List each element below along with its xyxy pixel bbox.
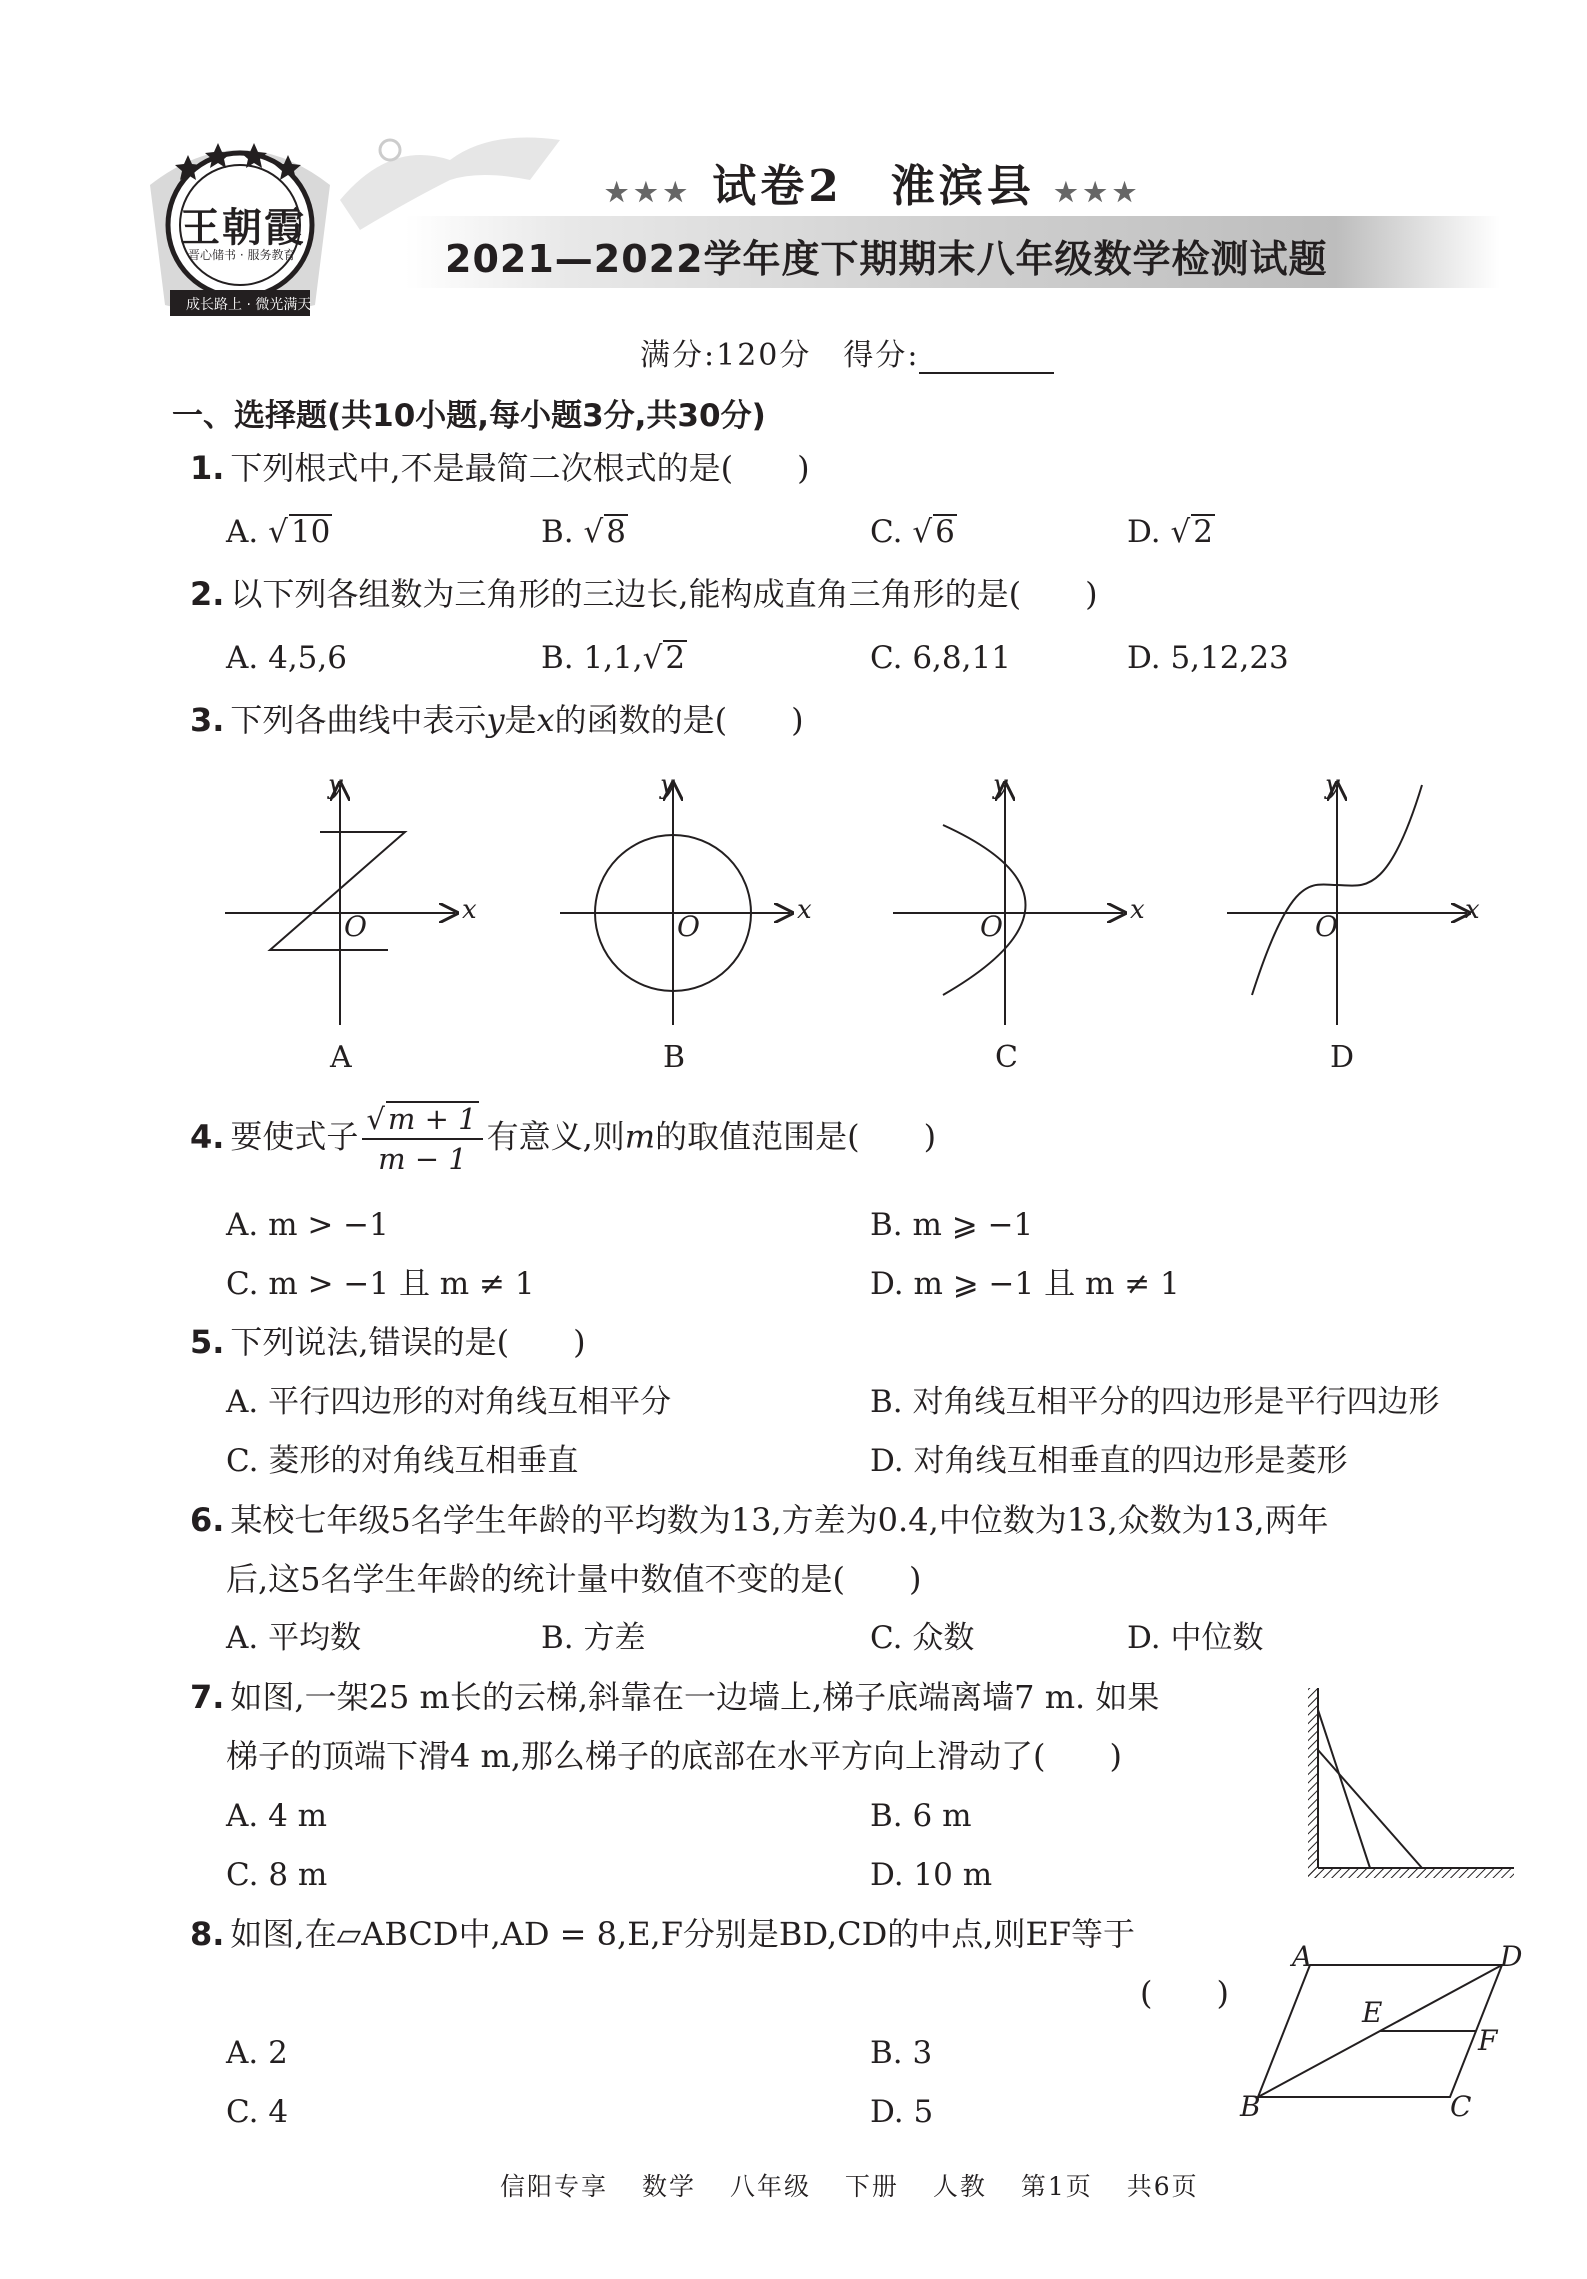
question-6 [190, 1500, 1329, 1540]
question-text: 的函数的是( ) [554, 701, 804, 739]
option-a[interactable]: A. m > −1 [226, 1207, 389, 1243]
question-7 [190, 1677, 1159, 1717]
origin-label: O [677, 910, 700, 943]
question-6-line2: 后,这5名学生年龄的统计量中数值不变的是( ) [226, 1560, 922, 1598]
score-line [640, 330, 1054, 374]
option-b[interactable]: B. m ⩾ −1 [870, 1207, 1034, 1243]
graph-caption: C [995, 1040, 1018, 1075]
option-d[interactable]: D. 对角线互相垂直的四边形是菱形 [870, 1443, 1348, 1479]
axis-label-x: x [462, 895, 477, 925]
exam-title-line [605, 150, 1142, 214]
vertex-label-d: D [1500, 1940, 1523, 1973]
fraction [362, 1100, 482, 1178]
axis-label-x: x [1130, 895, 1145, 925]
option-c[interactable]: C. 8 m [226, 1857, 328, 1893]
question-text: 下列各曲线中表示 [230, 701, 487, 739]
option-label: C. [870, 514, 903, 550]
exam-subtitle: 2021—2022学年度下期期末八年级数学检测试题 [445, 237, 1328, 281]
question-5 [190, 1322, 586, 1362]
radicand: 10 [290, 514, 331, 550]
stars-left: ★★★ [605, 178, 693, 208]
option-d[interactable]: D. √2 [1127, 514, 1213, 550]
option-c[interactable]: C. m > −1 且 m ≠ 1 [226, 1266, 535, 1302]
question-3 [190, 700, 804, 740]
origin-label: O [344, 910, 367, 943]
variable-x: x [536, 701, 555, 739]
axis-label-y: y [1325, 770, 1340, 800]
option-a[interactable]: A. 4 m [226, 1798, 328, 1834]
footer-item: 八年级 [729, 2172, 811, 2201]
option-a[interactable]: A. 平均数 [226, 1620, 362, 1656]
ladder-slid [1318, 1750, 1422, 1868]
question-number: 6. [190, 1501, 225, 1539]
option-d[interactable]: D. m ⩾ −1 且 m ≠ 1 [870, 1266, 1180, 1302]
question-7-line2: 梯子的顶端下滑4 m,那么梯子的底部在水平方向上滑动了( ) [226, 1737, 1123, 1775]
logo-subtext: 晋心储书 · 服务教育 [188, 248, 296, 262]
question-number: 8. [190, 1915, 225, 1953]
origin-label: O [980, 910, 1003, 943]
question-text: 某校七年级5名学生年龄的平均数为13,方差为0.4,中位数为13,众数为13,两年 [230, 1501, 1329, 1539]
option-c[interactable]: C. 6,8,11 [870, 640, 1011, 676]
ladder-figure [1300, 1680, 1520, 1895]
option-label: A. [226, 514, 259, 550]
option-c[interactable]: C. √6 [870, 514, 955, 550]
variable-y: y [486, 701, 505, 739]
axis-label-y: y [993, 770, 1008, 800]
option-a[interactable]: A. 2 [226, 2035, 288, 2071]
option-b[interactable]: B. 方差 [541, 1620, 646, 1656]
question-number: 2. [190, 575, 225, 613]
option-d[interactable]: D. 5,12,23 [1127, 640, 1289, 676]
option-label: D. [1127, 514, 1161, 550]
option-b[interactable]: B. 对角线互相平分的四边形是平行四边形 [870, 1384, 1440, 1420]
option-label: B. 1,1, [541, 640, 643, 676]
footer-item: 共6页 [1126, 2172, 1199, 2201]
question-text: 如图,在▱ABCD中,AD = 8,E,F分别是BD,CD的中点,则EF等于 [230, 1915, 1136, 1953]
radicand: 8 [606, 514, 626, 550]
fraction-numerator: √ m + 1 [362, 1100, 482, 1140]
option-a[interactable]: A. 4,5,6 [226, 640, 347, 676]
answer-blank[interactable]: ( ) [1140, 1974, 1229, 2012]
stars-right: ★★★ [1054, 178, 1143, 208]
origin-label: O [1315, 910, 1338, 943]
point-label-f: F [1478, 2024, 1498, 2057]
option-d[interactable]: D. 中位数 [1127, 1620, 1264, 1656]
option-d[interactable]: D. 5 [870, 2094, 934, 2130]
question-4 [190, 1100, 936, 1178]
radicand: m + 1 [387, 1102, 477, 1136]
question-text: 有意义,则 [486, 1117, 625, 1156]
footer-item: 下册 [844, 2172, 899, 2201]
axis-label-y: y [328, 770, 343, 800]
question-number: 7. [190, 1678, 225, 1716]
option-b[interactable]: B. 3 [870, 2035, 933, 2071]
option-c[interactable]: C. 众数 [870, 1620, 975, 1656]
option-label: B. [541, 514, 574, 550]
question-text: 要使式子 [230, 1117, 359, 1156]
variable-m: m [624, 1117, 656, 1156]
option-c[interactable]: C. 菱形的对角线互相垂直 [226, 1443, 579, 1479]
graph-caption: B [663, 1040, 686, 1075]
question-text: 是 [504, 701, 537, 739]
footer-item: 人教 [932, 2172, 987, 2201]
curve [270, 832, 405, 950]
question-1 [190, 448, 810, 488]
radicand: 2 [1193, 514, 1213, 550]
point-label-e: E [1362, 1996, 1383, 2029]
section-title: 一、选择题(共10小题,每小题3分,共30分) [172, 398, 766, 434]
vertex-label-a: A [1292, 1940, 1313, 1973]
question-number: 4. [190, 1117, 225, 1156]
question-2 [190, 574, 1098, 614]
score-label: 满分:120分 得分: [640, 338, 920, 373]
score-blank[interactable] [919, 342, 1054, 374]
axis-label-x: x [1465, 895, 1480, 925]
exam-title: 试卷2 淮滨县 [712, 161, 1035, 212]
axis-label-y: y [660, 770, 675, 800]
option-a[interactable]: A. √10 [226, 514, 331, 550]
fraction-denominator: m − 1 [378, 1142, 467, 1176]
graph-caption: D [1330, 1040, 1355, 1075]
question-8 [190, 1914, 1135, 1954]
footer-item: 第1页 [1020, 2172, 1093, 2201]
option-b[interactable]: B. √8 [541, 514, 626, 550]
ladder-original [1318, 1710, 1370, 1868]
axis-label-x: x [797, 895, 812, 925]
question-text: 下列根式中,不是最简二次根式的是( ) [230, 449, 810, 487]
question-number: 3. [190, 701, 225, 739]
logo-banner-text: 成长路上 · 微光满天 [186, 297, 312, 313]
question-text: 如图,一架25 m长的云梯,斜靠在一边墙上,梯子底端离墙7 m. 如果 [230, 1678, 1160, 1716]
question-text: 以下列各组数为三角形的三边长,能构成直角三角形的是( ) [230, 575, 1098, 613]
question-number: 1. [190, 449, 225, 487]
ground [1308, 1868, 1514, 1878]
graph-caption: A [330, 1040, 352, 1075]
footer-item: 信阳专享 [500, 2172, 609, 2201]
vertex-label-b: B [1240, 2090, 1261, 2123]
option-b[interactable]: B. 6 m [870, 1798, 972, 1834]
option-d[interactable]: D. 10 m [870, 1857, 993, 1893]
vertex-label-c: C [1450, 2090, 1472, 2123]
option-a[interactable]: A. 平行四边形的对角线互相平分 [226, 1384, 672, 1420]
page-footer [500, 2167, 1223, 2203]
question-text: 下列说法,错误的是( ) [230, 1323, 586, 1361]
option-b[interactable]: B. 1,1,√2 [541, 640, 686, 676]
footer-item: 数学 [641, 2172, 696, 2201]
question-number: 5. [190, 1323, 225, 1361]
option-c[interactable]: C. 4 [226, 2094, 289, 2130]
question-text: 的取值范围是( ) [655, 1117, 937, 1156]
logo-text: 王朝霞 [180, 204, 306, 251]
radicand: 2 [665, 640, 686, 676]
radicand: 6 [935, 514, 955, 550]
wall [1308, 1688, 1318, 1878]
